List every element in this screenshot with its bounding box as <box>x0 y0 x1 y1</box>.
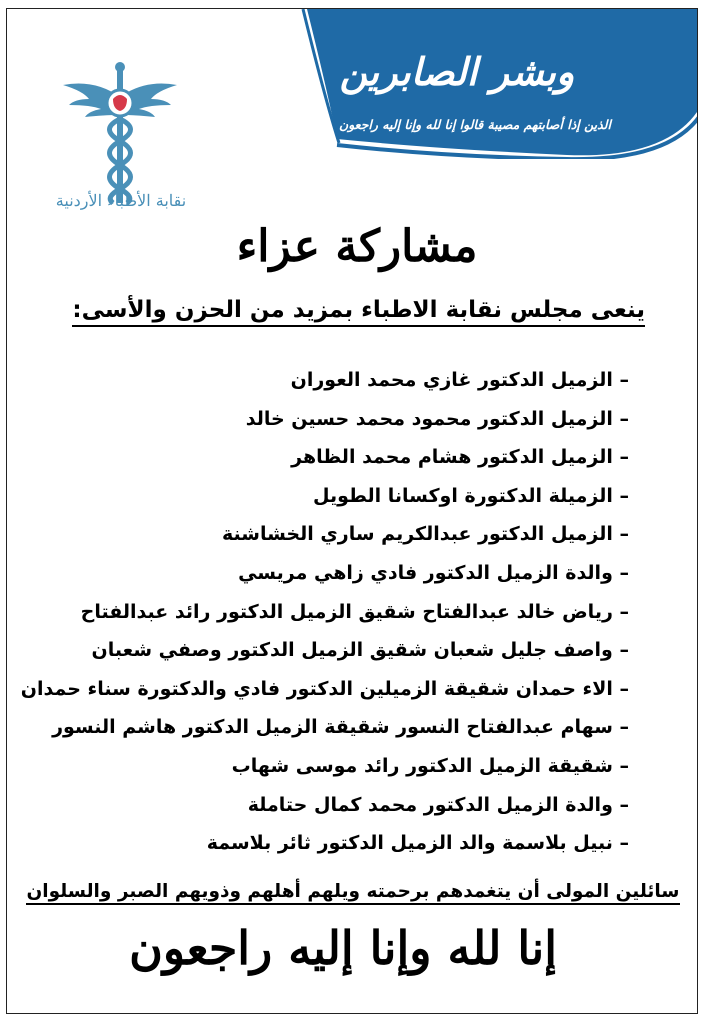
list-item: – الاء حمدان شقيقة الزميلين الدكتور فادي والدكتورة سناء حمدان <box>20 677 629 700</box>
list-item: – سهام عبدالفتاح النسور شقيقة الزميل الدكتور هاشم النسور <box>52 716 629 739</box>
caduceus-icon <box>55 59 185 209</box>
list-item: – الزميل الدكتور محمود محمد حسين خالد <box>245 407 629 430</box>
list-item: – الزميل الدكتور غازي محمد العوران <box>290 369 629 391</box>
calligraphy-verse: إنا لله وإنا إليه راجعون <box>129 921 557 975</box>
obituary-page <box>6 8 698 1014</box>
list-item: – الزميل الدكتور هشام محمد الظاهر <box>291 446 629 469</box>
list-item: – الزميل الدكتور عبدالكريم ساري الخشاشنة <box>222 523 629 546</box>
list-item: – رياض خالد عبدالفتاح شقيق الزميل الدكتور رائد عبدالفتاح <box>80 600 629 623</box>
closing-text: سائلين المولى أن يتغمدهم برحمته ويلهم أهلهم وذويهم الصبر والسلوان <box>26 881 679 905</box>
logo-text: نقابة الأطباء الأردنية <box>55 191 187 210</box>
list-item: – واصف جليل شعبان شقيق الزميل الدكتور وصفي شعبان <box>91 639 629 662</box>
page-title: مشاركة عزاء <box>236 221 478 272</box>
list-item: – والدة الزميل الدكتور فادي زاهي مريسي <box>238 561 629 584</box>
list-item: – الزميلة الدكتورة اوكسانا الطويل <box>313 484 629 507</box>
banner-title: وبشر الصابرين <box>339 49 575 94</box>
intro-text: ينعى مجلس نقابة الاطباء بمزيد من الحزن والأسى: <box>72 297 645 327</box>
closing-prayer <box>7 881 698 902</box>
banner-verse: الذين إذا أصابتهم مصيبة قالوا إنا لله وإنا إليه راجعون <box>339 117 611 132</box>
list-item: – والدة الزميل الدكتور محمد كمال حتاملة <box>247 793 629 816</box>
list-item: – شقيقة الزميل الدكتور رائد موسى شهاب <box>231 754 629 777</box>
deceased-list <box>21 361 629 863</box>
list-item: – نبيل بلاسمة والد الزميل الدكتور ثائر بلاسمة <box>206 832 629 855</box>
